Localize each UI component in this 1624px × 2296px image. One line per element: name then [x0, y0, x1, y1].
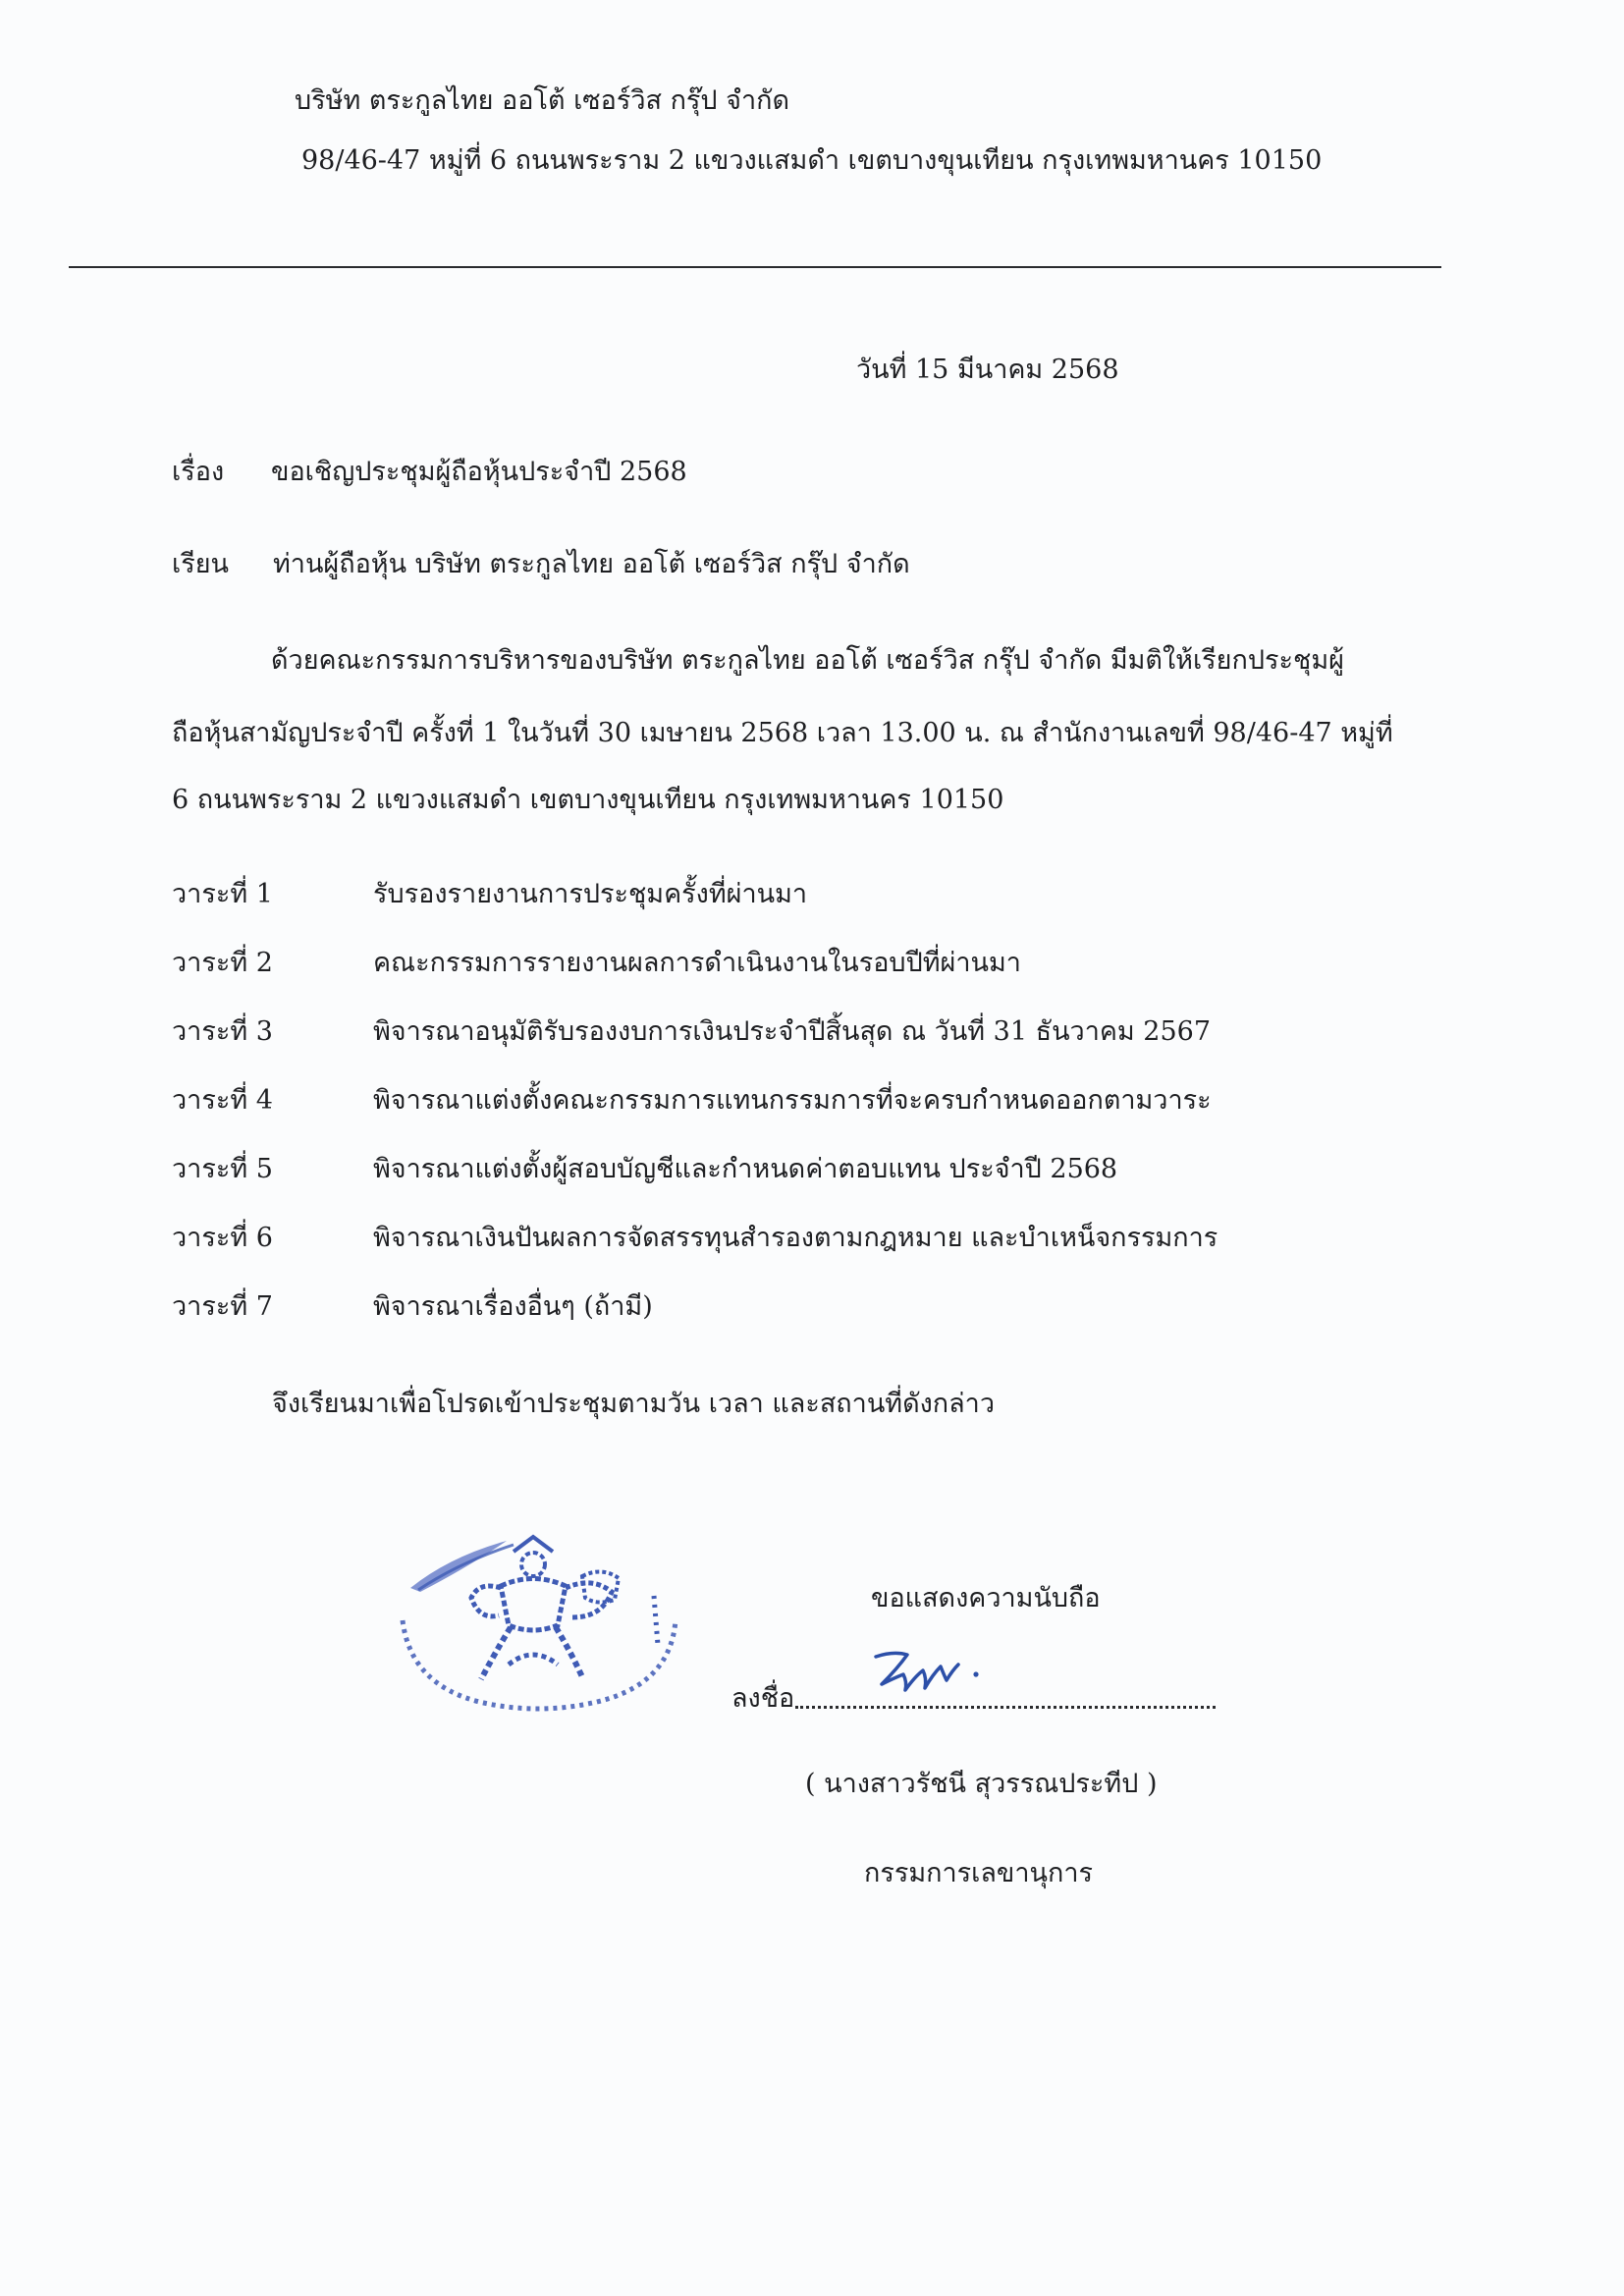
agenda-item — [172, 1083, 1448, 1152]
header-divider — [69, 266, 1441, 268]
body-paragraph-line-1: ด้วยคณะกรรมการบริหารของบริษัท ตระกูลไทย ออโต้ เซอร์วิส กรุ๊ป จำกัด มีมติให้เรียกประชุมผู้ — [271, 645, 1344, 676]
agenda-item — [172, 1289, 1448, 1358]
body-paragraph-line-3: 6 ถนนพระราม 2 แขวงแสมดำ เขตบางขุนเทียน กรุงเทพมหานคร 10150 — [172, 785, 1004, 815]
signer-name: ( นางสาวรัชนี สุวรรณประทีป ) — [805, 1769, 1158, 1799]
company-address: 98/46-47 หมู่ที่ 6 ถนนพระราม 2 แขวงแสมดำ เขตบางขุนเทียน กรุงเทพมหานคร 10150 — [301, 145, 1323, 176]
agenda-title: พิจารณาอนุมัติรับรองงบการเงินประจำปีสิ้นสุด ณ วันที่ 31 ธันวาคม 2567 — [373, 1016, 1212, 1047]
recipient-text: ท่านผู้ถือหุ้น บริษัท ตระกูลไทย ออโต้ เซอร์วิส กรุ๊ป จำกัด — [273, 549, 910, 579]
agenda-item — [172, 1152, 1448, 1221]
subject-label: เรื่อง — [172, 457, 225, 487]
company-seal-stamp — [391, 1527, 685, 1723]
closing-line: จึงเรียนมาเพื่อโปรดเข้าประชุมตามวัน เวลา และสถานที่ดังกล่าว — [272, 1389, 996, 1419]
agenda-title: พิจารณาแต่งตั้งผู้สอบบัญชีและกำหนดค่าตอบแทน ประจำปี 2568 — [373, 1154, 1118, 1184]
sign-label: ลงชื่อ — [731, 1683, 795, 1714]
agenda-item — [172, 1014, 1448, 1083]
agenda-number: วาระที่ 3 — [172, 1016, 273, 1047]
agenda-title: คณะกรรมการรายงานผลการดำเนินงานในรอบปีที่ผ่านมา — [373, 948, 1021, 978]
agenda-title: พิจารณาเงินปันผลการจัดสรรทุนสำรองตามกฎหมาย และบำเหน็จกรรมการ — [373, 1223, 1218, 1253]
recipient-label: เรียน — [172, 549, 230, 579]
signer-title: กรรมการเลขานุการ — [864, 1858, 1094, 1888]
agenda-number: วาระที่ 2 — [172, 948, 273, 978]
company-name: บริษัท ตระกูลไทย ออโต้ เซอร์วิส กรุ๊ป จำกัด — [295, 85, 790, 116]
agenda-item — [172, 1221, 1448, 1289]
subject-text: ขอเชิญประชุมผู้ถือหุ้นประจำปี 2568 — [271, 457, 687, 487]
handwritten-signature — [864, 1635, 1001, 1704]
agenda-item — [172, 946, 1448, 1014]
agenda-number: วาระที่ 7 — [172, 1291, 273, 1322]
agenda-title: พิจารณาเรื่องอื่นๆ (ถ้ามี) — [373, 1291, 653, 1322]
signature-dotted-line — [795, 1706, 1216, 1709]
agenda-item — [172, 877, 1448, 946]
body-paragraph-line-2: ถือหุ้นสามัญประจำปี ครั้งที่ 1 ในวันที่ 30 เมษายน 2568 เวลา 13.00 น. ณ สำนักงานเลขที่ 98/46-47 หมู่ที่ — [172, 718, 1393, 748]
agenda-list — [172, 877, 1448, 1358]
agenda-number: วาระที่ 5 — [172, 1154, 273, 1184]
agenda-title: รับรองรายงานการประชุมครั้งที่ผ่านมา — [373, 879, 808, 909]
letter-date: วันที่ 15 มีนาคม 2568 — [856, 355, 1119, 385]
agenda-number: วาระที่ 1 — [172, 879, 273, 909]
closing-regards: ขอแสดงความนับถือ — [871, 1583, 1101, 1613]
agenda-number: วาระที่ 4 — [172, 1085, 273, 1116]
agenda-number: วาระที่ 6 — [172, 1223, 273, 1253]
agenda-title: พิจารณาแต่งตั้งคณะกรรมการแทนกรรมการที่จะครบกำหนดออกตามวาระ — [373, 1085, 1212, 1116]
